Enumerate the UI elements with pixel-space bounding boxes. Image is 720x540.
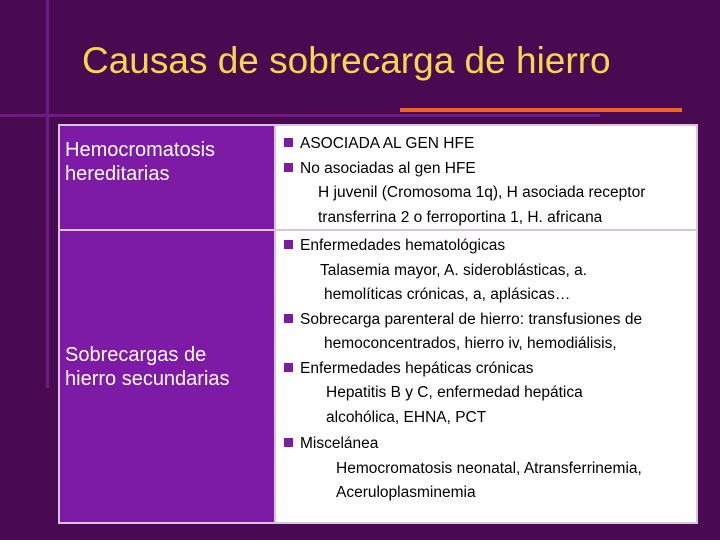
causes-table [58, 124, 698, 524]
list-item: Miscelánea [284, 432, 696, 457]
bullet-icon [284, 363, 293, 372]
list-item: ASOCIADA AL GEN HFE [284, 132, 696, 157]
bullet-icon [284, 438, 293, 447]
heading-secondary [60, 231, 274, 522]
content-secondary [274, 231, 696, 522]
sub-text: hemolíticas crónicas, a, aplásicas… [324, 286, 571, 303]
heading-line: Sobrecargas de [65, 344, 207, 366]
list-item: Enfermedades hematológicas [284, 234, 696, 259]
heading-line: hereditarias [65, 163, 170, 185]
heading-hereditary [60, 126, 274, 231]
sub-text: Aceruloplasminemia [336, 484, 476, 501]
bullet-icon [284, 314, 293, 323]
sub-text: alcohólica, EHNA, PCT [326, 408, 487, 426]
sub-text: Hemocromatosis neonatal, Atransferrinemia, [336, 459, 642, 477]
sub-text: transferrina 2 o ferroportina 1, H. africana [318, 208, 603, 226]
sub-text: Talasemia mayor, A. sideroblásticas, a. [320, 261, 588, 279]
sub-text: hemoconcentrados, hierro iv, hemodiálisis, [324, 335, 617, 352]
heading-line: hierro secundarias [65, 368, 230, 390]
decorative-vertical-line [46, 0, 49, 388]
accent-bar [400, 108, 682, 112]
heading-line: Hemocromatosis [65, 139, 216, 161]
decorative-horizontal-line [0, 114, 600, 117]
list-item: No asociadas al gen HFE [284, 157, 696, 182]
sub-text: Hepatitis B y C, enfermedad hepática [326, 384, 583, 401]
slide-title: Causas de sobrecarga de hierro [82, 40, 611, 81]
bullet-icon [284, 163, 293, 172]
list-item: Sobrecarga parenteral de hierro: transfusiones de [284, 308, 696, 333]
bullet-icon [284, 240, 293, 249]
sub-text: H juvenil (Cromosoma 1q), H asociada receptor [318, 184, 646, 201]
list-item: Enfermedades hepáticas crónicas [284, 357, 696, 382]
content-hereditary [274, 126, 696, 231]
bullet-icon [284, 138, 293, 147]
